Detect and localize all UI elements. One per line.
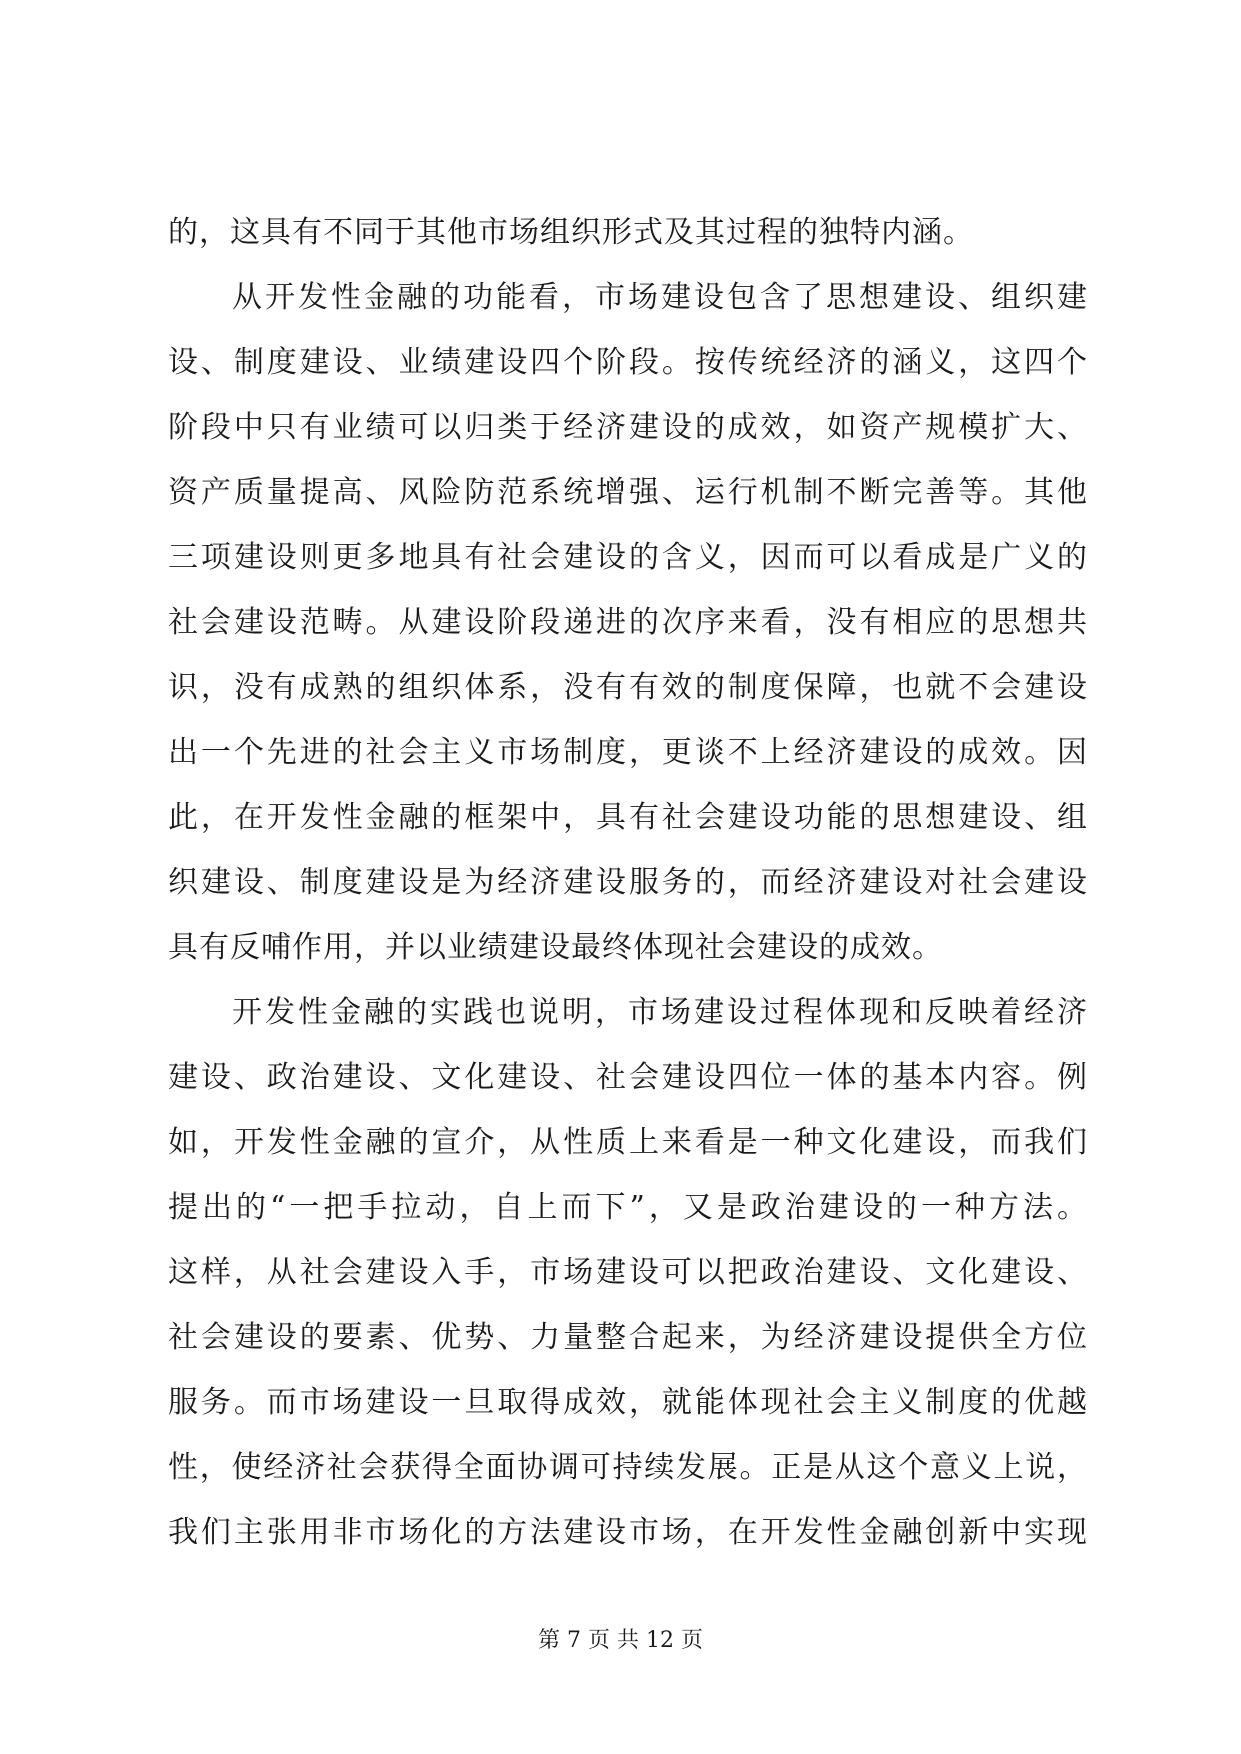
text-line: 阶段中只有业绩可以归类于经济建设的成效，如资产规模扩大、 (168, 410, 1088, 445)
text-line: 织建设、制度建设是为经济建设服务的，而经济建设对社会建设 (168, 865, 1088, 900)
text-line: 三项建设则更多地具有社会建设的含义，因而可以看成是广义的 (168, 540, 1088, 575)
text-line: 建设、政治建设、文化建设、社会建设四位一体的基本内容。例 (168, 1060, 1088, 1095)
paragraph-start-line: 开发性金融的实践也说明，市场建设过程体现和反映着经济 (232, 995, 1088, 1030)
text-line: 出一个先进的社会主义市场制度，更谈不上经济建设的成效。因 (168, 735, 1088, 770)
document-body (168, 200, 1088, 1565)
text-line: 识，没有成熟的组织体系，没有有效的制度保障，也就不会建设 (168, 670, 1088, 705)
text-line: 的，这具有不同于其他市场组织形式及其过程的独特内涵。 (168, 215, 974, 250)
page-number-footer: 第 7 页 共 12 页 (538, 1628, 703, 1653)
text-line: 如，开发性金融的宣介，从性质上来看是一种文化建设，而我们 (168, 1125, 1088, 1160)
text-line: 这样，从社会建设入手，市场建设可以把政治建设、文化建设、 (168, 1255, 1088, 1290)
text-line: 服务。而市场建设一旦取得成效，就能体现社会主义制度的优越 (168, 1385, 1088, 1420)
text-line: 设、制度建设、业绩建设四个阶段。按传统经济的涵义，这四个 (168, 345, 1088, 380)
text-line: 社会建设范畴。从建设阶段递进的次序来看，没有相应的思想共 (168, 605, 1088, 640)
text-line: 社会建设的要素、优势、力量整合起来，为经济建设提供全方位 (168, 1320, 1088, 1355)
text-line: 资产质量提高、风险防范系统增强、运行机制不断完善等。其他 (168, 475, 1088, 510)
text-line: 性，使经济社会获得全面协调可持续发展。正是从这个意义上说， (168, 1450, 1088, 1485)
text-line: 提出的“一把手拉动，自上而下”，又是政治建设的一种方法。 (168, 1190, 1088, 1225)
text-line: 我们主张用非市场化的方法建设市场，在开发性金融创新中实现 (168, 1515, 1088, 1550)
text-line: 此，在开发性金融的框架中，具有社会建设功能的思想建设、组 (168, 800, 1088, 835)
paragraph-start-line: 从开发性金融的功能看，市场建设包含了思想建设、组织建 (232, 280, 1088, 315)
text-line: 具有反哺作用，并以业绩建设最终体现社会建设的成效。 (168, 930, 943, 965)
